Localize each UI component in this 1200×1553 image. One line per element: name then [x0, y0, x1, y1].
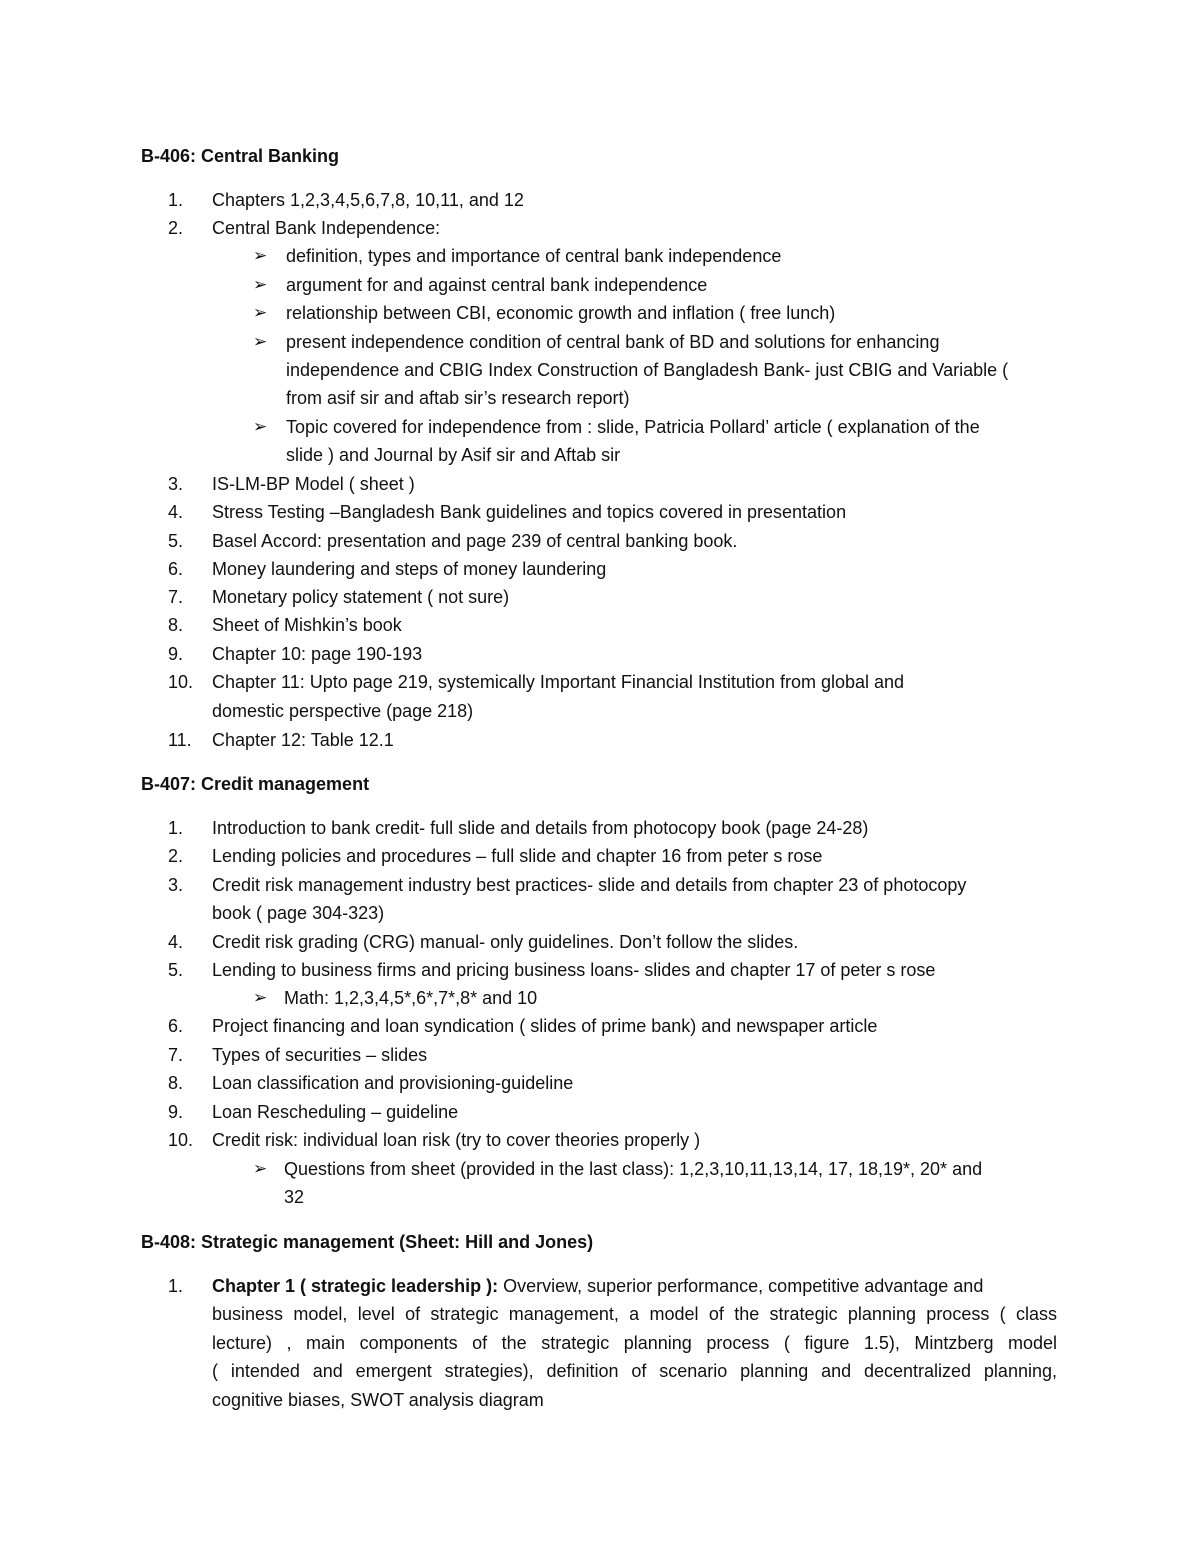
list-item: Lending to business firms and pricing business loans- slides and chapter 17 of peter s rose [212, 960, 936, 980]
list-number: 7. [168, 1045, 184, 1065]
paragraph-line-5: cognitive biases, SWOT analysis diagram [212, 1390, 544, 1410]
arrow-bullet-icon: ➢ [253, 988, 268, 1007]
list-item: Chapter 11: Upto page 219, systemically Important Financial Institution from global and [212, 672, 905, 692]
sub-list-item-continuation: slide ) and Journal by Asif sir and Aftab sir [286, 445, 621, 465]
list-item: Loan classification and provisioning-guideline [212, 1073, 574, 1093]
sub-list-item: relationship between CBI, economic growth and inflation ( free lunch) [286, 303, 836, 323]
list-item: IS-LM-BP Model ( sheet ) [212, 474, 415, 494]
sub-list-item-continuation: 32 [284, 1187, 305, 1207]
list-item: Project financing and loan syndication ( slides of prime bank) and newspaper article [212, 1016, 878, 1036]
paragraph-line-4: ( intended and emergent strategies), definition of scenario planning and decentralized planning, [212, 1361, 1057, 1381]
list-item: Loan Rescheduling – guideline [212, 1102, 459, 1122]
paragraph-line-2: business model, level of strategic management, a model of the strategic planning process ( class [212, 1304, 1057, 1324]
sub-list-item: definition, types and importance of central bank independence [286, 246, 782, 266]
list-number: 7. [168, 587, 184, 607]
list-number: 1. [168, 818, 184, 838]
arrow-bullet-icon: ➢ [253, 246, 268, 265]
list-number: 8. [168, 1073, 184, 1093]
sub-list-item-continuation: independence and CBIG Index Construction of Bangladesh Bank- just CBIG and Variable ( [286, 360, 1009, 380]
arrow-bullet-icon: ➢ [253, 1159, 268, 1178]
list-number: 5. [168, 960, 184, 980]
list-number: 11. [168, 730, 192, 750]
list-number: 3. [168, 875, 184, 895]
sub-list-item: Questions from sheet (provided in the last class): 1,2,3,10,11,13,14, 17, 18,19*, 20* and [284, 1159, 983, 1179]
list-number: 6. [168, 559, 184, 579]
list-number: 1. [168, 1276, 184, 1296]
section-heading-b407: B-407: Credit management [141, 774, 370, 794]
list-number: 10. [168, 672, 194, 692]
list-number: 9. [168, 1102, 184, 1122]
list-item-continuation: book ( page 304-323) [212, 903, 385, 923]
list-number: 8. [168, 615, 184, 635]
arrow-bullet-icon: ➢ [253, 417, 268, 436]
list-item: Stress Testing –Bangladesh Bank guidelines and topics covered in presentation [212, 502, 847, 522]
list-number: 2. [168, 846, 184, 866]
sub-list-item: Topic covered for independence from : slide, Patricia Pollard’ article ( explanation of the [286, 417, 980, 437]
section-heading-b406: B-406: Central Banking [141, 146, 340, 166]
list-number: 2. [168, 218, 184, 238]
arrow-bullet-icon: ➢ [253, 332, 268, 351]
list-item: Chapter 10: page 190-193 [212, 644, 423, 664]
list-number: 1. [168, 190, 184, 210]
section-heading-b408: B-408: Strategic management (Sheet: Hill and Jones) [141, 1232, 594, 1252]
chapter-lead: Chapter 1 ( strategic leadership ): [212, 1276, 499, 1296]
list-item: Credit risk: individual loan risk (try to cover theories properly ) [212, 1130, 701, 1150]
arrow-bullet-icon: ➢ [253, 303, 268, 322]
list-number: 4. [168, 502, 184, 522]
list-item: Chapter 12: Table 12.1 [212, 730, 394, 750]
sub-list-item: argument for and against central bank independence [286, 275, 708, 295]
list-item-continuation: domestic perspective (page 218) [212, 701, 474, 721]
list-item: Monetary policy statement ( not sure) [212, 587, 510, 607]
list-number: 3. [168, 474, 184, 494]
paragraph-line-1 [212, 1272, 1057, 1300]
list-item: Money laundering and steps of money laundering [212, 559, 607, 579]
list-item: Types of securities – slides [212, 1045, 428, 1065]
list-number: 6. [168, 1016, 184, 1036]
sub-list-item: Math: 1,2,3,4,5*,6*,7*,8* and 10 [284, 988, 538, 1008]
sub-list-item: present independence condition of central bank of BD and solutions for enhancing [286, 332, 940, 352]
list-item: Basel Accord: presentation and page 239 of central banking book. [212, 531, 738, 551]
list-number: 4. [168, 932, 184, 952]
paragraph-text: Overview, superior performance, competitive advantage and [498, 1276, 984, 1296]
list-item: Central Bank Independence: [212, 218, 441, 238]
list-item: Chapters 1,2,3,4,5,6,7,8, 10,11, and 12 [212, 190, 524, 210]
arrow-bullet-icon: ➢ [253, 275, 268, 294]
list-number: 10. [168, 1130, 194, 1150]
list-item: Lending policies and procedures – full slide and chapter 16 from peter s rose [212, 846, 823, 866]
list-item: Introduction to bank credit- full slide and details from photocopy book (page 24-28) [212, 818, 869, 838]
list-item: Credit risk grading (CRG) manual- only guidelines. Don’t follow the slides. [212, 932, 799, 952]
paragraph-line-3: lecture) , main components of the strategic planning process ( figure 1.5), Mintzberg model [212, 1333, 1057, 1353]
list-item: Sheet of Mishkin’s book [212, 615, 402, 635]
sub-list-item-continuation: from asif sir and aftab sir’s research report) [286, 388, 630, 408]
list-number: 9. [168, 644, 184, 664]
list-item: Credit risk management industry best practices- slide and details from chapter 23 of photocopy [212, 875, 967, 895]
list-number: 5. [168, 531, 184, 551]
